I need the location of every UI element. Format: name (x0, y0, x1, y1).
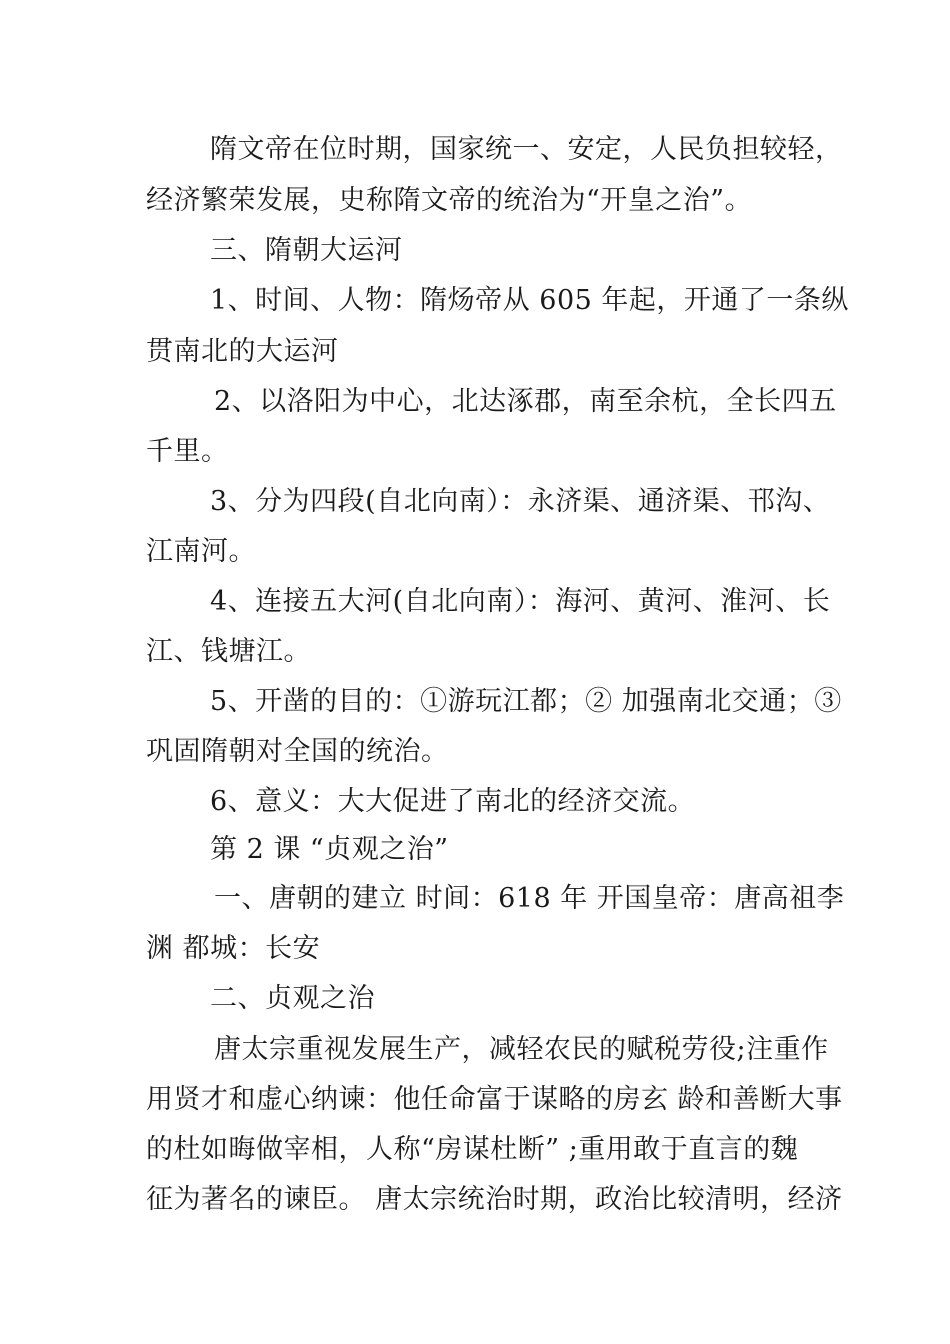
paragraph-line: 用贤才和虚心纳谏：他任命富于谋略的房玄 龄和善断大事 (146, 1084, 843, 1115)
paragraph-line: 江、钱塘江。 (146, 636, 311, 667)
paragraph-line: 征为著名的谏臣。 唐太宗统治时期，政治比较清明，经济 (146, 1184, 843, 1215)
paragraph-line: 江南河。 (146, 536, 256, 567)
lesson-heading: 第 2 课 “贞观之治” (210, 834, 449, 865)
paragraph-line: 1、时间、人物：隋炀帝从 605 年起，开通了一条纵 (210, 285, 849, 316)
paragraph-line: 的杜如晦做宰相，人称“房谋杜断” ;重用敢于直言的魏 (146, 1134, 799, 1165)
paragraph-line: 6、意义：大大促进了南北的经济交流。 (210, 786, 696, 817)
paragraph-line: 渊 都城：长安 (146, 933, 321, 964)
paragraph-line: 一、唐朝的建立 时间：618 年 开国皇帝：唐高祖李 (214, 883, 845, 914)
paragraph-line: 经济繁荣发展，史称隋文帝的统治为“开皇之治”。 (146, 185, 753, 216)
section-heading: 三、隋朝大运河 (210, 235, 403, 266)
paragraph-line: 2、以洛阳为中心，北达涿郡，南至余杭，全长四五 (214, 386, 837, 417)
paragraph-line: 隋文帝在位时期，国家统一、安定，人民负担较轻， (210, 134, 843, 165)
section-heading: 二、贞观之治 (210, 983, 375, 1014)
paragraph-line: 3、分为四段(自北向南）：永济渠、通济渠、邗沟、 (210, 486, 831, 517)
paragraph-line: 巩固隋朝对全国的统治。 (146, 736, 449, 767)
paragraph-line: 5、开凿的目的：①游玩江都；② 加强南北交通；③ (210, 686, 842, 717)
paragraph-line: 贯南北的大运河 (146, 336, 339, 367)
paragraph-line: 千里。 (146, 436, 229, 467)
paragraph-line: 唐太宗重视发展生产，减轻农民的赋税劳役;注重作 (214, 1034, 829, 1065)
paragraph-line: 4、连接五大河(自北向南）：海河、黄河、淮河、长 (210, 586, 831, 617)
